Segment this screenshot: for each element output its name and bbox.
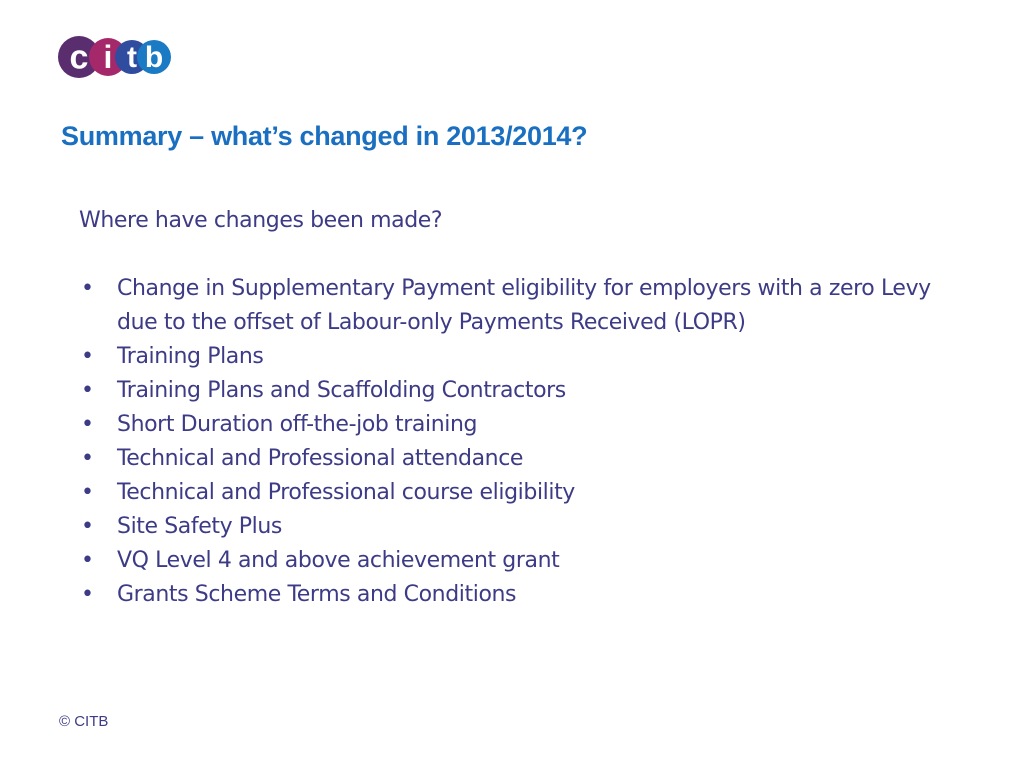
page-title: Summary – what’s changed in 2013/2014? — [61, 121, 588, 151]
bullet-item: • VQ Level 4 and above achievement grant — [79, 544, 939, 578]
citb-logo — [57, 33, 171, 81]
logo-letter: b — [144, 41, 164, 75]
copyright-footer: © CITB — [59, 713, 109, 730]
logo-letter: t — [127, 41, 137, 75]
slide-body — [79, 204, 939, 612]
bullet-item: • Change in Supplementary Payment eligibility for employers with a zero Levy due to the offset of Labour-only Payments Received (LOPR) — [79, 272, 939, 340]
bullet-item: • Short Duration off-the-job training — [79, 408, 939, 442]
bullet-list — [79, 272, 939, 612]
bullet-item: • Grants Scheme Terms and Conditions — [79, 578, 939, 612]
logo-letter: i — [103, 38, 113, 75]
bullet-item: • Technical and Professional course eligibility — [79, 476, 939, 510]
logo-letter: c — [69, 38, 89, 77]
intro-text: Where have changes been made? — [79, 208, 443, 233]
bullet-item: • Technical and Professional attendance — [79, 442, 939, 476]
bullet-item: • Training Plans — [79, 340, 939, 374]
bullet-item: • Training Plans and Scaffolding Contractors — [79, 374, 939, 408]
bullet-item: • Site Safety Plus — [79, 510, 939, 544]
